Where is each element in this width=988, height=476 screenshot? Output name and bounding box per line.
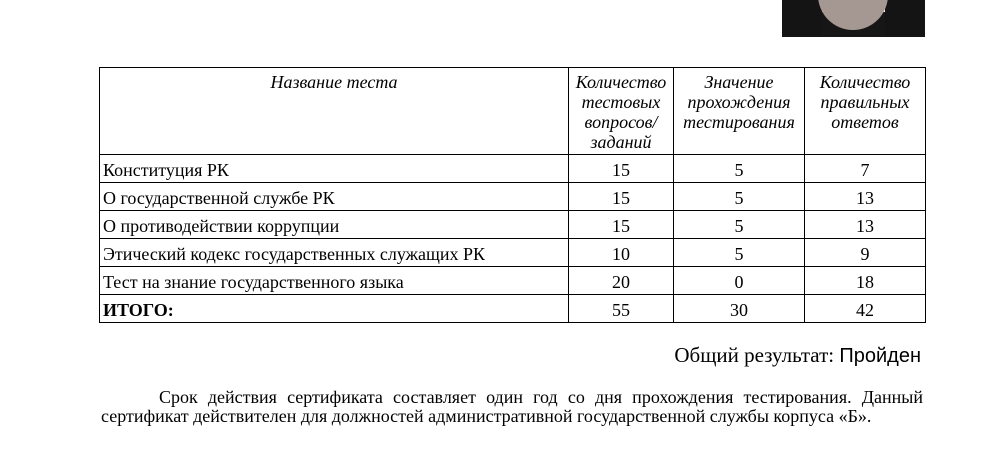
table-total-row	[100, 295, 926, 323]
correct-cell: 9	[805, 239, 926, 267]
passing-cell: 5	[674, 183, 805, 211]
passing-cell: 0	[674, 267, 805, 295]
header-correct-answers: Количество правильных ответов	[805, 68, 926, 155]
overall-result-value: Пройден	[839, 345, 921, 367]
header-passing-value: Значение прохождения тестирования	[674, 68, 805, 155]
total-passing-cell: 30	[674, 295, 805, 323]
applicant-photo	[782, 0, 925, 37]
total-questions-cell: 55	[569, 295, 674, 323]
test-name-cell: Этический кодекс государственных служащих РК	[100, 239, 569, 267]
test-name-cell: О противодействии коррупции	[100, 211, 569, 239]
passing-cell: 5	[674, 155, 805, 183]
test-name-cell: Тест на знание государственного языка	[100, 267, 569, 295]
total-correct-cell: 42	[805, 295, 926, 323]
table-row	[100, 183, 926, 211]
table-row	[100, 239, 926, 267]
questions-cell: 15	[569, 183, 674, 211]
passing-cell: 5	[674, 211, 805, 239]
correct-cell: 13	[805, 183, 926, 211]
questions-cell: 15	[569, 155, 674, 183]
correct-cell: 13	[805, 211, 926, 239]
test-name-cell: Конституция РК	[100, 155, 569, 183]
overall-result	[674, 342, 921, 369]
questions-cell: 10	[569, 239, 674, 267]
certificate-validity-text: Срок действия сертификата составляет один год со дня прохождения тестирования. Данный сертификат действителен для должностей административной государственной службы корпуса «Б».	[101, 387, 923, 426]
total-label-cell: ИТОГО:	[100, 295, 569, 323]
passing-cell: 5	[674, 239, 805, 267]
table-header-row	[100, 68, 926, 155]
photo-shirt-right	[885, 0, 925, 37]
table-row	[100, 267, 926, 295]
table-row	[100, 155, 926, 183]
test-name-cell: О государственной службе РК	[100, 183, 569, 211]
correct-cell: 7	[805, 155, 926, 183]
header-questions-count: Количество тестовых вопросов/ заданий	[569, 68, 674, 155]
overall-result-label: Общий результат:	[674, 343, 835, 367]
correct-cell: 18	[805, 267, 926, 295]
table-row	[100, 211, 926, 239]
questions-cell: 20	[569, 267, 674, 295]
header-test-name: Название теста	[100, 68, 569, 155]
results-table	[99, 67, 926, 323]
photo-shirt-left	[782, 0, 822, 37]
questions-cell: 15	[569, 211, 674, 239]
